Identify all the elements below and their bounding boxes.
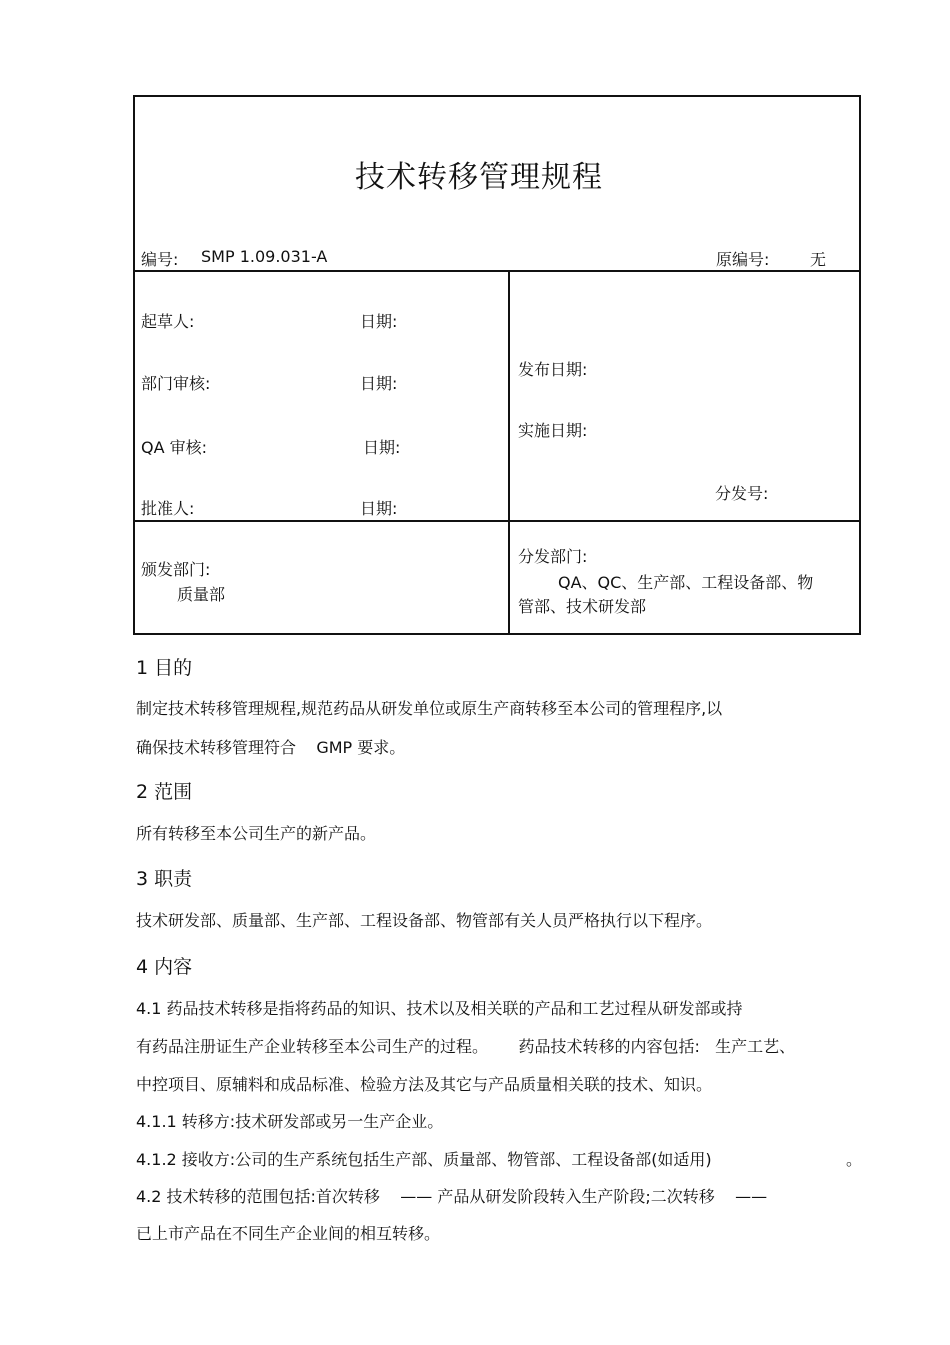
issue-dept-label: 颁发部门: — [141, 560, 211, 579]
publish-date-label: 发布日期: — [518, 360, 588, 379]
section-1-text-line-1: 制定技术转移管理规程,规范药品从研发单位或原生产商转移至本公司的管理程序,以 — [136, 699, 723, 718]
clause-4-2-line-2: 已上市产品在不同生产企业间的相互转移。 — [136, 1224, 441, 1243]
clause-4-1-line-3: 中控项目、原辅料和成品标准、检验方法及其它与产品质量相关联的技术、知识。 — [136, 1075, 713, 1094]
header-divider-vertical — [508, 270, 510, 635]
clause-4-2-line-1: 4.2 技术转移的范围包括:首次转移 —— 产品从研发阶段转入生产阶段;二次转移 —— — [136, 1187, 768, 1206]
clause-4-1-1: 4.1.1 转移方:技术研发部或另一生产企业。 — [136, 1112, 444, 1131]
section-1-heading: 1 目的 — [136, 657, 193, 679]
section-3-text: 技术研发部、质量部、生产部、工程设备部、物管部有关人员严格执行以下程序。 — [136, 911, 713, 930]
issue-dept-value: 质量部 — [177, 585, 226, 604]
header-divider-top — [133, 270, 861, 272]
section-1-text-line-2: 确保技术转移管理符合 GMP 要求。 — [136, 738, 406, 757]
qa-review-label: QA 审核: — [141, 438, 208, 457]
dept-review-label: 部门审核: — [141, 374, 211, 393]
orig-code-value: 无 — [810, 250, 827, 269]
clause-4-1-line-2: 有药品注册证生产企业转移至本公司生产的过程。 药品技术转移的内容包括: 生产工艺、 — [136, 1037, 796, 1056]
distribution-dept-line-1: QA、QC、生产部、工程设备部、物 — [558, 573, 814, 592]
orig-code-label: 原编号: — [716, 250, 770, 269]
distribution-dept-line-2: 管部、技术研发部 — [518, 597, 647, 616]
effective-date-label: 实施日期: — [518, 421, 588, 440]
drafter-label: 起草人: — [141, 312, 195, 331]
distribution-number-label: 分发号: — [715, 484, 769, 503]
clause-4-1-2-end: 。 — [846, 1150, 863, 1169]
section-2-text: 所有转移至本公司生产的新产品。 — [136, 824, 377, 843]
clause-4-1-2: 4.1.2 接收方:公司的生产系统包括生产部、质量部、物管部、工程设备部(如适用) — [136, 1150, 712, 1169]
approver-date-label: 日期: — [360, 499, 398, 518]
section-4-heading: 4 内容 — [136, 956, 193, 978]
approver-label: 批准人: — [141, 499, 195, 518]
header-divider-middle — [133, 520, 861, 522]
clause-4-1-line-1: 4.1 药品技术转移是指将药品的知识、技术以及相关联的产品和工艺过程从研发部或持 — [136, 999, 743, 1018]
distribution-dept-label: 分发部门: — [518, 547, 588, 566]
code-value: SMP 1.09.031-A — [201, 247, 328, 266]
section-2-heading: 2 范围 — [136, 781, 193, 803]
qa-review-date-label: 日期: — [363, 438, 401, 457]
section-3-heading: 3 职责 — [136, 868, 193, 890]
drafter-date-label: 日期: — [360, 312, 398, 331]
dept-review-date-label: 日期: — [360, 374, 398, 393]
document-title: 技术转移管理规程 — [355, 160, 603, 195]
code-label: 编号: — [141, 250, 179, 269]
